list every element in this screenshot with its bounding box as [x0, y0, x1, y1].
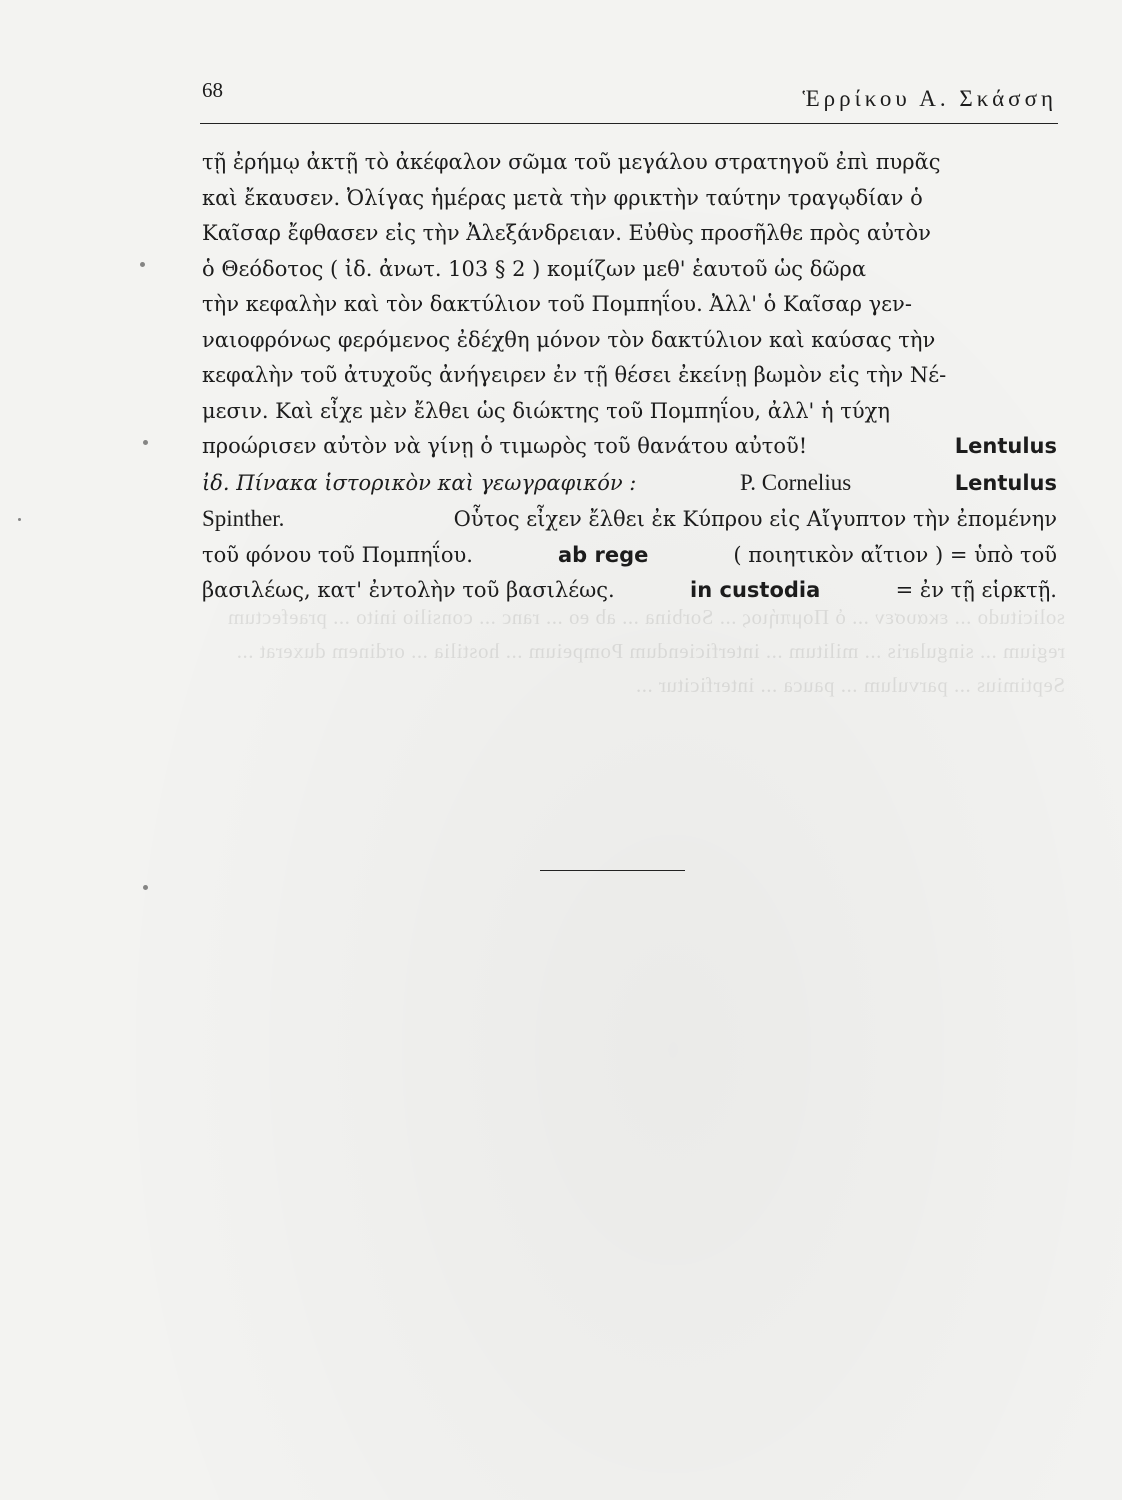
line-text: τὴν κεφαλὴν καὶ τὸν δακτύλιον τοῦ Πομπηΐου. Ἀλλ' ὁ Καῖσαρ γεν- [202, 292, 912, 316]
text-line [202, 252, 1057, 288]
body-text [202, 145, 1057, 609]
text-line [202, 181, 1057, 217]
scan-speck [143, 885, 148, 890]
header-rule [200, 123, 1058, 124]
text-line [202, 323, 1057, 359]
line-text: Οὗτος εἶχεν ἔλθει ἐκ Κύπρου εἰς Αἴγυπτον τὴν ἐπομένην [453, 507, 1057, 531]
text-line [202, 216, 1057, 252]
line-text: = ἐν τῇ εἱρκτῇ. [895, 578, 1057, 602]
scan-speck [143, 440, 148, 445]
line-text: ὁ Θεόδοτος ( ἰδ. ἀνωτ. 103 § 2 ) κομίζων μεθ' ἑαυτοῦ ὡς δῶρα [202, 256, 867, 281]
lemma-lentulus: Lentulus [954, 434, 1057, 458]
text-line [202, 287, 1057, 323]
scan-speck [140, 262, 145, 267]
line-text: Καῖσαρ ἔφθασεν εἰς τὴν Ἀλεξάνδρειαν. Εὐθὺς προσῆλθε πρὸς αὐτὸν [202, 221, 931, 245]
line-text: τοῦ φόνου τοῦ Πομπηΐου. [202, 542, 473, 567]
line-text: ( ποιητικὸν αἴτιον ) = ὑπὸ τοῦ [733, 542, 1057, 567]
lemma-lentulus-name: Lentulus [954, 470, 1057, 495]
running-title: Ἑρρίκου Α. Σκάσση [802, 86, 1057, 111]
text-line [202, 538, 1057, 574]
line-text: ναιοφρόνως φερόμενος ἐδέχθη μόνον τὸν δακτύλιον καὶ καύσας τὴν [202, 327, 936, 352]
line-text: καὶ ἔκαυσεν. Ὀλίγας ἡμέρας μετὰ τὴν φρικτὴν ταύτην τραγῳδίαν ὁ [202, 185, 923, 210]
line-text: προώρισεν αὐτὸν νὰ γίνῃ ὁ τιμωρὸς τοῦ θανάτου αὐτοῦ! [202, 434, 808, 458]
line-text: τῇ ἐρήμῳ ἀκτῇ τὸ ἀκέφαλον σῶμα τοῦ μεγάλου στρατηγοῦ ἐπὶ πυρᾶς [202, 150, 941, 174]
lemma-ab-rege: ab rege [557, 542, 649, 567]
page-number: 68 [202, 78, 223, 102]
text-line [202, 145, 1057, 181]
reference-italic: ἰδ. Πίνακα ἱστορικὸν καὶ γεωγραφικόν : [202, 470, 637, 495]
latin-name: Spinther. [202, 506, 285, 531]
line-text: κεφαλὴν τοῦ ἀτυχοῦς ἀνήγειρεν ἐν τῇ θέσει ἐκείνῃ βωμὸν εἰς τὴν Νέ- [202, 363, 947, 387]
text-line [202, 429, 1057, 465]
latin-name: P. Cornelius [739, 469, 852, 495]
text-line [202, 501, 1057, 538]
scan-speck [18, 518, 21, 521]
line-text: βασιλέως, κατ' ἐντολὴν τοῦ βασιλέως. [202, 578, 615, 602]
lemma-in-custodia: in custodia [690, 578, 821, 602]
text-line [202, 358, 1057, 394]
section-end-rule [540, 870, 685, 871]
line-text: μεσιν. Καὶ εἶχε μὲν ἔλθει ὡς διώκτης τοῦ Πομπηΐου, ἀλλ' ἡ τύχη [202, 398, 890, 423]
text-line [202, 573, 1057, 609]
text-line [202, 465, 1057, 502]
text-line [202, 394, 1057, 430]
bleed-through-text: solicitudo ... εκαυσεν ... ὁ Πομπήιος ... Sorbina ... ab eo ... ranc ... consilio inito ... praefectum regium ... singularis ... militum ... interficiendum Pompeium ... hostilia ... ordinem duxerat ... Septimius ... parvulum ... pauca ... interficitur ... [227, 605, 1065, 697]
